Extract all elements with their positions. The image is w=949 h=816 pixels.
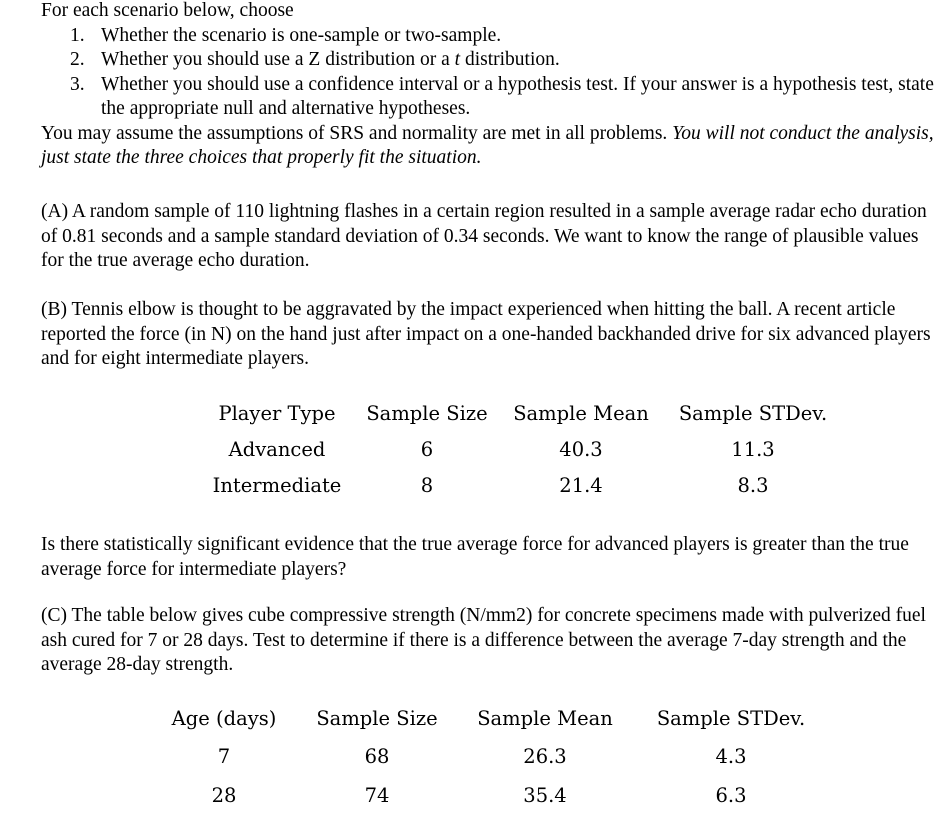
scenario-a: (A) A random sample of 110 lightning flashes in a certain region resulted in a sample average radar echo duration of 0.81 seconds and a sample standard deviation of 0.34 seconds. We want to know the range of plausible values for the true average echo duration. xyxy=(41,201,927,271)
table-header-cell: Sample Mean xyxy=(513,402,649,425)
choice-number: 2. xyxy=(70,49,85,70)
table-header-cell: Sample Mean xyxy=(477,707,613,730)
instructions xyxy=(41,0,941,171)
table-cell: 40.3 xyxy=(559,438,603,461)
choice-text: Whether the scenario is one-sample or two-sample. xyxy=(101,24,502,46)
table-cell: 68 xyxy=(364,745,390,768)
table-cell: 21.4 xyxy=(559,474,603,497)
table-header-cell: Sample STDev. xyxy=(656,707,806,730)
instructions-lead: For each scenario below, choose xyxy=(41,0,294,21)
table-b xyxy=(0,402,949,502)
choice-text: Whether you should use a confidence interval or a hypothesis test. If your answer is a hypothesis test, state the appropriate null and alternative hypotheses. xyxy=(101,73,934,119)
choice-item xyxy=(41,73,941,122)
choice-item xyxy=(41,48,941,73)
table-cell: 28 xyxy=(211,784,237,807)
table-cell: 6 xyxy=(420,438,434,461)
scenario-b-question: Is there statistically significant evidence that the true average force for advanced players is greater than the true average force for intermediate players? xyxy=(41,534,909,580)
table-c xyxy=(0,707,949,812)
choice-number: 1. xyxy=(70,24,85,46)
table-cell: 4.3 xyxy=(715,745,747,768)
table-cell: 26.3 xyxy=(523,745,567,768)
table-cell: 6.3 xyxy=(715,784,747,807)
table-cell: 74 xyxy=(364,784,390,807)
choice-number: 3. xyxy=(70,73,85,95)
note-plain: You may assume the assumptions of SRS and normality are met in all problems. xyxy=(41,122,673,144)
choice-item xyxy=(41,24,941,49)
table-header-cell: Age (days) xyxy=(171,707,277,730)
table-header-cell: Sample Size xyxy=(366,402,488,425)
table-header-cell: Player Type xyxy=(218,402,336,425)
table-cell: 35.4 xyxy=(523,784,567,807)
table-cell: 8.3 xyxy=(737,474,769,497)
assumption-note xyxy=(41,122,941,171)
scenario-c: (C) The table below gives cube compressive strength (N/mm2) for concrete specimens made with pulverized fuel ash cured for 7 or 28 days. Test to determine if there is a difference between the average 7-day strength and the average 28-day strength. xyxy=(41,605,926,675)
table-header-cell: Sample STDev. xyxy=(678,402,828,425)
choice-text-before: Whether you should use a Z distribution or a xyxy=(101,49,455,70)
table-header-cell: Sample Size xyxy=(316,707,438,730)
note-italic: You will not conduct the analysis, just state the three choices that properly fit the situation. xyxy=(41,122,934,168)
table-cell: 7 xyxy=(217,745,231,768)
table-cell: 8 xyxy=(420,474,434,497)
choice-text-after: distribution. xyxy=(460,49,560,70)
choice-t-symbol: t xyxy=(454,49,461,70)
scenario-b: (B) Tennis elbow is thought to be aggravated by the impact experienced when hitting the ball. A recent article reported the force (in N) on the hand just after impact on a one-handed backhanded drive for six advanced players and for eight intermediate players. xyxy=(41,299,931,369)
table-cell: 11.3 xyxy=(731,438,775,461)
table-cell: Advanced xyxy=(228,438,326,461)
choices-list xyxy=(41,24,941,122)
table-cell: Intermediate xyxy=(212,474,342,497)
